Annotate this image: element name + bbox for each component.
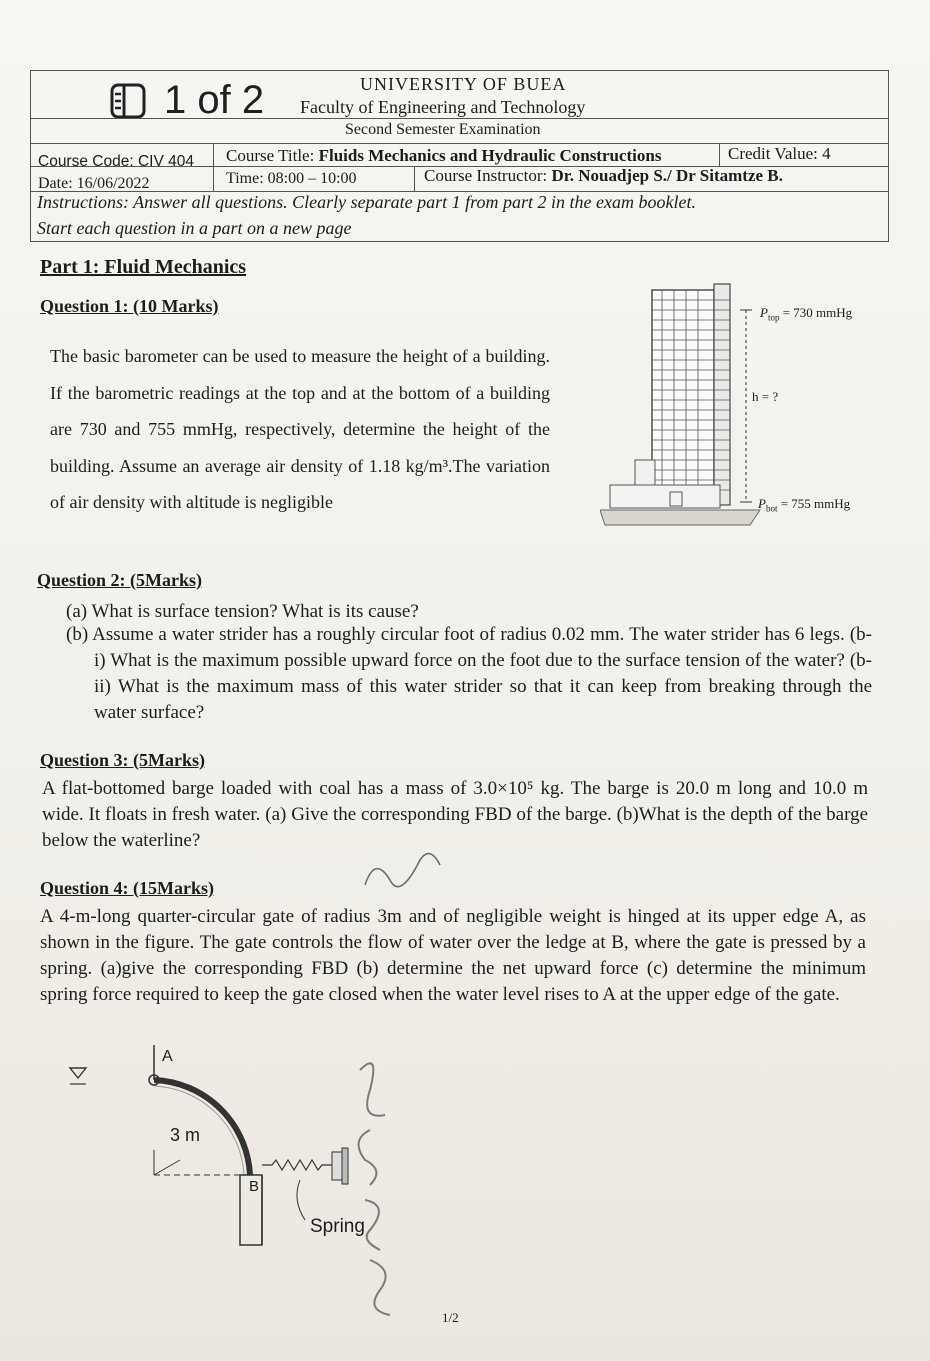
faculty-name: Faculty of Engineering and Technology — [300, 97, 586, 117]
spring-label: Spring — [310, 1216, 365, 1237]
figure-p-top-label: $P_{top} = 730$ mmHg — [760, 305, 853, 323]
page-indicator-text: 1 of 2 — [164, 78, 265, 122]
exam-time: Time: 08:00 – 10:00 — [226, 170, 357, 187]
gate-radius-label: 3 m — [170, 1125, 201, 1145]
instructor-label: Course Instructor: — [424, 166, 548, 185]
course-title — [226, 146, 661, 166]
exam-date: Date: 16/06/2022 — [38, 175, 150, 192]
question-2b-text: (b) Assume a water strider has a roughly circular foot of radius 0.02 mm. The water strider has 6 legs. (b-i) What is the maximum possible upward force on the foot due to the surface tension of the water? (b-ii) What is the maximum mass of this water strider so that it can keep from breaking through the water surface? — [66, 624, 872, 723]
course-code: Course Code: CIV 404 — [38, 153, 194, 170]
course-title-value: Fluids Mechanics and Hydraulic Constructions — [318, 146, 662, 165]
question-2-heading: Question 2: (5Marks) — [37, 570, 202, 590]
question-2b — [66, 622, 872, 726]
question-3-text: A flat-bottomed barge loaded with coal has a mass of 3.0×10⁵ kg. The barge is 20.0 m long and 10.0 m wide. It floats in fresh water. (a) Give the corresponding FBD of the barge. (b)What is the depth of the barge below the waterline? — [42, 778, 868, 851]
question-4-text: A 4-m-long quarter-circular gate of radius 3m and of negligible weight is hinged at its upper edge A, as shown in the figure. The gate controls the flow of water over the ledge at B, where the gate is pressed by a spring. (a)give the corresponding FBD (b) determine the net upward force (c) determine the minimum spring force required to keep the gate closed when the water level rises to A at the upper edge of the gate. — [40, 906, 866, 1005]
course-instructor — [424, 166, 783, 186]
gate-label-A: A — [162, 1048, 173, 1065]
question-1-heading: Question 1: (10 Marks) — [40, 296, 219, 316]
part-1-title: Part 1: Fluid Mechanics — [40, 256, 247, 278]
pencil-marks — [330, 840, 470, 1340]
course-title-label: Course Title: — [226, 146, 315, 165]
university-name: UNIVERSITY OF BUEA — [360, 74, 567, 94]
question-4-heading: Question 4: (15Marks) — [40, 878, 214, 898]
instructor-names: Dr. Nouadjep S./ Dr Sitamtze B. — [551, 166, 783, 185]
figure-h-label: h = ? — [752, 389, 779, 404]
page-number: 1/2 — [442, 1310, 459, 1325]
semester-title: Second Semester Examination — [345, 121, 541, 138]
credit-value: Credit Value: 4 — [728, 144, 831, 163]
question-1-text: The basic barometer can be used to measure the height of a building. If the barometric readings at the top and at the bottom of a building are 730 and 755 mmHg, respectively, determine the height of the building. Assume an average air density of 1.18 kg/m³.The variation of air density with altitude is negligible — [50, 346, 550, 512]
question-2a: (a) What is surface tension? What is its cause? — [66, 601, 419, 622]
figure-p-bot-label: $P_{bot} = 755$ mmHg — [758, 496, 851, 514]
instructions-line-2: Start each question in a part on a new page — [37, 218, 352, 238]
question-3-heading: Question 3: (5Marks) — [40, 750, 205, 770]
instructions-line-1: Instructions: Answer all questions. Clearly separate part 1 from part 2 in the exam booklet. — [37, 192, 696, 212]
gate-label-B: B — [249, 1178, 260, 1195]
